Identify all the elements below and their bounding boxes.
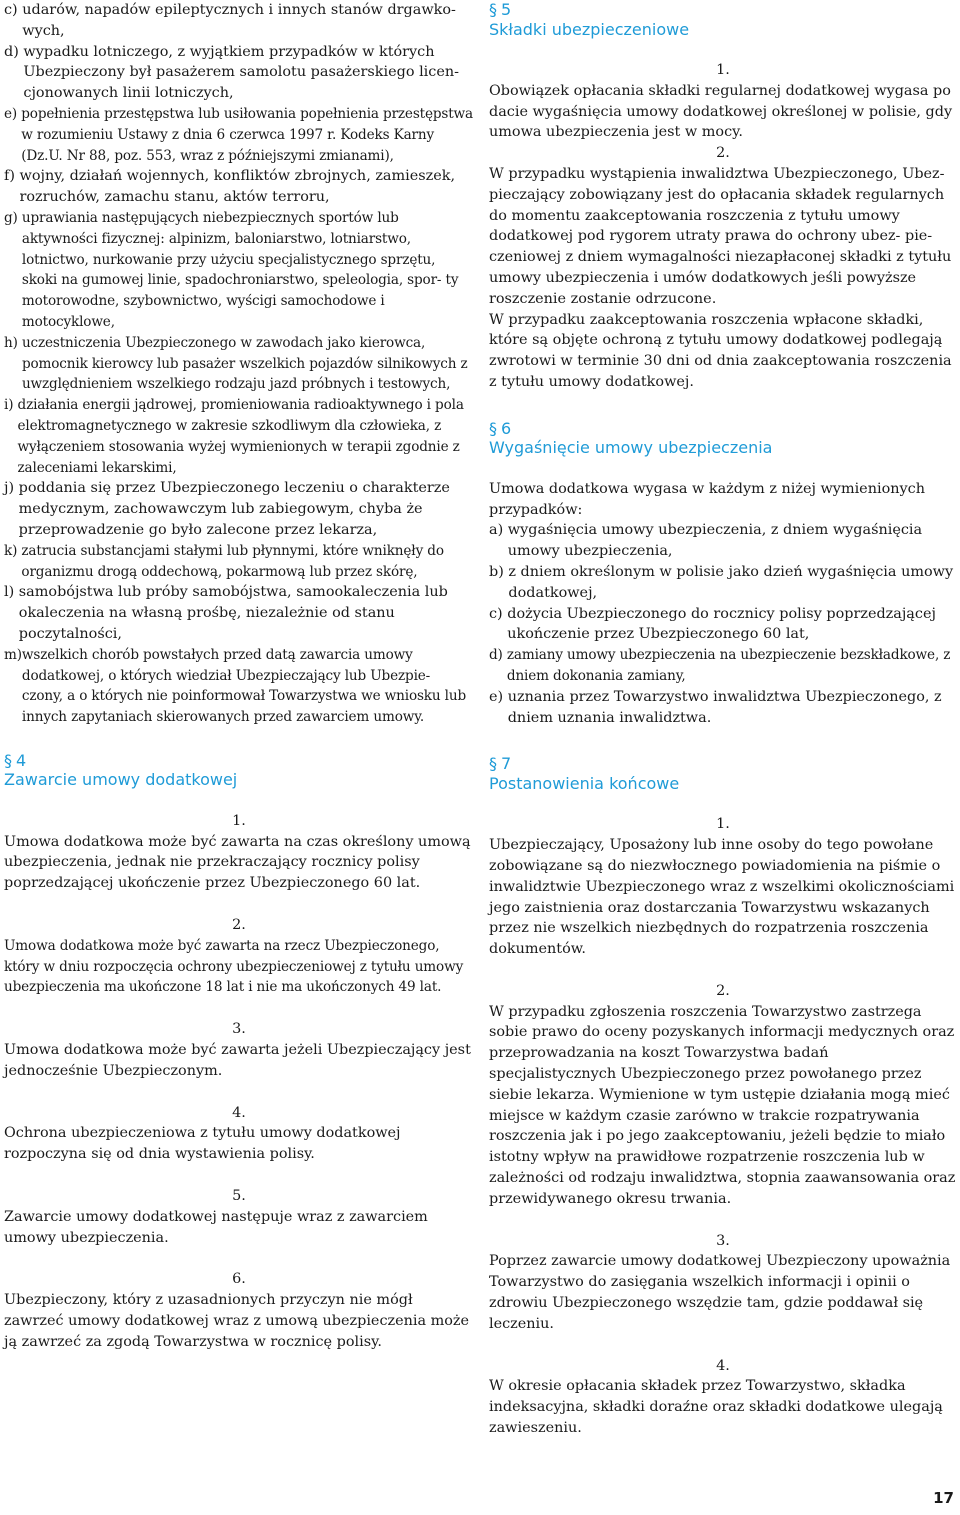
section-number: 7 bbox=[501, 754, 512, 774]
paragraph-text: Ochrona ubezpieczeniowa z tytułu umowy dodatkowej rozpoczyna się od dnia wystawienia polisy. bbox=[4, 1125, 401, 1163]
item-label: j) bbox=[4, 480, 19, 497]
section-5-heading bbox=[489, 0, 957, 39]
item-label: k) bbox=[4, 542, 22, 559]
list-item bbox=[4, 333, 474, 395]
list-item bbox=[4, 0, 474, 42]
item-text: poddania się przez Ubezpieczonego leczeniu o charakterze medycznym, zachowawczym lub zabiegowym, chyba że przeprowadzenie go było zalecone przez lekarza, bbox=[18, 480, 450, 538]
paragraph-text: W przypadku zaakceptowania roszczenia wpłacone składki, które są objęte ochroną z tytułu umowy dodatkowej podlegają zwrotowi w terminie 30 dni od dnia zaakceptowania roszczenia z tytułu umowy dodatkowej. bbox=[489, 311, 952, 390]
paragraph-text: Umowa dodatkowa może być zawarta na rzecz Ubezpieczonego, który w dniu rozpoczęcia ochrony ubezpieczeniowej z tytułu umowy ubezpieczenia ma ukończone 18 lat i nie ma ukończonych 49 lat. bbox=[4, 937, 464, 996]
paragraph-number: 2. bbox=[232, 917, 246, 934]
list-item bbox=[489, 562, 957, 604]
section-number: 5 bbox=[501, 0, 512, 19]
item-label: f) bbox=[4, 168, 20, 185]
list-item bbox=[489, 604, 957, 646]
item-label: l) bbox=[4, 584, 19, 601]
item-label: m) bbox=[4, 646, 22, 663]
item-text: wypadku lotniczego, z wyjątkiem przypadków w których Ubezpieczony był pasażerem samolotu pasażerskiego licen- cjonowanych linii lotniczych, bbox=[23, 43, 459, 102]
paragraph-number: 2. bbox=[716, 145, 730, 162]
right-column bbox=[489, 0, 957, 1439]
section-intro: Umowa dodatkowa wygasa w każdym z niżej wymienionych przypadków: bbox=[489, 480, 925, 518]
item-text: wygaśnięcia umowy ubezpieczenia, z dniem wygaśnięcia umowy ubezpieczenia, bbox=[507, 522, 923, 560]
item-label: b) bbox=[489, 563, 509, 580]
list-item bbox=[4, 42, 474, 104]
list-item bbox=[489, 645, 957, 687]
expiry-list bbox=[489, 520, 957, 728]
list-item bbox=[489, 520, 957, 562]
paragraph-number: 3. bbox=[232, 1021, 246, 1038]
item-label: d) bbox=[4, 43, 24, 60]
paragraph-text: Poprzez zawarcie umowy dodatkowej Ubezpieczony upoważnia Towarzystwo do zasięgania wszelkich informacji i opinii o zdrowiu Ubezpieczonego wszędzie tam, gdzie poddawał się leczeniu. bbox=[489, 1253, 951, 1332]
paragraph-text: Zawarcie umowy dodatkowej następuje wraz z zawarciem umowy ubezpieczenia. bbox=[4, 1208, 428, 1246]
item-label: a) bbox=[489, 522, 508, 539]
left-column bbox=[4, 0, 474, 1353]
paragraph-text: W przypadku wystąpienia inwalidztwa Ubezpieczonego, Ubez-pieczający zobowiązany jest do opłacania składek regularnych do momentu zaakceptowania roszczenia z tytułu umowy dodatkowej pod rygorem utraty prawa do ochrony ubez- pie-czeniowej z dniem wymagalności niezapłaconej składki z tytułu umowy ubezpieczenia i umów dodatkowych jeśli powyższe roszczenie zostanie odrzucone. bbox=[489, 165, 952, 307]
section-number: 4 bbox=[16, 750, 27, 770]
item-text: zatrucia substancjami stałymi lub płynnymi, które wniknęły do organizmu drogą oddechową, pokarmową lub przez skórę, bbox=[21, 542, 444, 580]
item-text: działania energii jądrowej, promieniowania radioaktywnego i pola elektromagnetycznego w zakresie szkodliwym dla człowieka, z wyłączeniem stosowania wyżej wymienionych w terapii zgodnie z zaleceniami lekarskimi, bbox=[17, 397, 464, 476]
section-sign: § bbox=[489, 754, 497, 774]
paragraph-number: 4. bbox=[232, 1104, 246, 1121]
paragraph-number: 3. bbox=[716, 1232, 730, 1249]
list-item bbox=[4, 166, 474, 208]
paragraph-text: Umowa dodatkowa może być zawarta na czas określony umową ubezpieczenia, jednak nie przekraczający rocznicy polisy poprzedzającej ukończenie przez Ubezpieczonego 60 lat. bbox=[4, 833, 471, 892]
paragraph-number: 1. bbox=[232, 812, 246, 829]
list-item bbox=[4, 208, 474, 333]
item-text: samobójstwa lub próby samobójstwa, samookaleczenia lub okaleczenia na własną prośbę, niezależnie od stanu poczytalności, bbox=[18, 584, 448, 642]
paragraph-number: 1. bbox=[716, 816, 730, 833]
item-text: uczestniczenia Ubezpieczonego w zawodach jako kierowca, pomocnik kierowcy lub pasażer wszelkich pojazdów silnikowych z uwzględnieniem wszelkiego rodzaju jazd próbnych i testowych, bbox=[21, 334, 468, 393]
list-item bbox=[4, 541, 474, 583]
paragraph-number: 5. bbox=[232, 1188, 246, 1205]
item-label: d) bbox=[489, 647, 507, 664]
paragraph-text: Umowa dodatkowa może być zawarta jeżeli Ubezpieczający jest jednocześnie Ubezpieczonym. bbox=[4, 1042, 471, 1079]
section-title: Wygaśnięcie umowy ubezpieczenia bbox=[489, 438, 773, 458]
item-text: popełnienia przestępstwa lub usiłowania popełnienia przestępstwa w rozumieniu Ustawy z dnia 6 czerwca 1997 r. Kodeks Karny (Dz.U. Nr 88, poz. 553, wraz z późniejszymi zmianami), bbox=[21, 105, 473, 164]
section-sign: § bbox=[489, 0, 497, 19]
paragraph-text: Ubezpieczający, Uposażony lub inne osoby do tego powołane zobowiązane są do niezwłocznego powiadomienia na piśmie o inwalidztwie Ubezpieczonego wraz z wszelkimi okolicznościami jego zaistnienia oraz dostarczania Towarzystwu wskazanych przez nie wszelkich niezbędnych do rozpatrzenia roszczenia dokumentów. bbox=[489, 837, 955, 958]
paragraph-number: 4. bbox=[716, 1357, 730, 1374]
item-text: wszelkich chorób powstałych przed datą zawarcia umowy dodatkowej, o których wiedział Ubezpieczający lub Ubezpie- czony, a o których nie poinformował Towarzystwa we wniosku lub innych zapytaniach skierowanych przed zawarciem umowy. bbox=[21, 646, 467, 726]
paragraph-number: 2. bbox=[716, 982, 730, 999]
list-item bbox=[4, 645, 474, 728]
paragraph-number: 1. bbox=[716, 62, 730, 78]
section-sign: § bbox=[4, 750, 12, 770]
paragraph-text: Ubezpieczony, który z uzasadnionych przyczyn nie mógł zawrzeć umowy dodatkowej wraz z umową ubezpieczenia może ją zawrzeć za zgodą Towarzystwa w rocznicę polisy. bbox=[4, 1292, 470, 1350]
section-6-heading bbox=[489, 419, 957, 458]
list-item bbox=[4, 582, 474, 644]
item-label: g) bbox=[4, 209, 22, 226]
exclusions-list bbox=[4, 0, 474, 728]
item-text: wojny, działań wojennych, konfliktów zbrojnych, zamieszek, rozruchów, zamachu stanu, aktów terroru, bbox=[19, 168, 456, 206]
item-label: c) bbox=[4, 2, 23, 18]
item-label: h) bbox=[4, 334, 22, 351]
section-4-heading bbox=[4, 751, 474, 790]
section-7-heading bbox=[489, 754, 957, 793]
section-sign: § bbox=[489, 418, 497, 438]
section-number: 6 bbox=[501, 418, 512, 438]
section-title: Postanowienia końcowe bbox=[489, 773, 680, 793]
paragraph-number: 6. bbox=[232, 1271, 246, 1288]
page-number: 17 bbox=[933, 1489, 954, 1507]
section-title: Składki ubezpieczeniowe bbox=[489, 19, 690, 39]
item-text: zamiany umowy ubezpieczenia na ubezpieczenie bezskładkowe, z dniem dokonania zamiany, bbox=[506, 647, 951, 684]
list-item bbox=[4, 104, 474, 166]
item-label: c) bbox=[489, 605, 508, 622]
item-text: dożycia Ubezpieczonego do rocznicy polisy poprzedzającej ukończenie przez Ubezpieczonego 60 lat, bbox=[507, 605, 936, 643]
paragraph-text: Obowiązek opłacania składki regularnej dodatkowej wygasa po dacie wygaśnięcia umowy dodatkowej określonej w polisie, gdy umowa ubezpieczenia jest w mocy. bbox=[489, 82, 953, 141]
item-text: uznania przez Towarzystwo inwalidztwa Ubezpieczonego, z dniem uznania inwalidztwa. bbox=[507, 688, 942, 726]
item-text: z dniem określonym w polisie jako dzień wygaśnięcia umowy dodatkowej, bbox=[508, 563, 954, 601]
item-label: i) bbox=[4, 397, 18, 414]
paragraph-text: W okresie opłacania składek przez Towarzystwo, składka indeksacyjna, składki doraźne oraz składki dodatkowe ulegają zawieszeniu. bbox=[489, 1378, 943, 1437]
item-label: e) bbox=[489, 688, 508, 705]
paragraph-text: W przypadku zgłoszenia roszczenia Towarzystwo zastrzega sobie prawo do oceny pozyskanych informacji medycznych oraz przeprowadzania na koszt Towarzystwa badań specjalistycznych Ubezpieczonego przez powołanego przez siebie lekarza. Wymienione w tym ustępie działania mogą mieć miejsce w każdym czasie zarówno w trakcie rozpatrywania roszczenia jak i po jego zaakceptowaniu, jeżeli będzie to miało istotny wpływ na prawidłowe rozpatrzenie roszczenia lub w zależności od rodzaju inwalidztwa, stopnia zaawansowania oraz przewidywanego okresu trwania. bbox=[489, 1003, 956, 1207]
item-text: udarów, napadów epileptycznych i innych stanów drgawko- wych, bbox=[22, 2, 456, 39]
item-text: uprawiania następujących niebezpiecznych sportów lub aktywności fizycznej: alpinizm, baloniarstwo, lotniarstwo, lotnictwo, nurkowanie przy użyciu specjalistycznego sprzętu, skoki na gumowej linie, spadochroniarstwo, speleologia, spor- ty motorowodne, szybownictwo, wyścigi samochodowe i motocyklowe, bbox=[21, 209, 459, 330]
section-title: Zawarcie umowy dodatkowej bbox=[4, 770, 238, 790]
list-item bbox=[489, 687, 957, 729]
item-label: e) bbox=[4, 105, 22, 122]
list-item bbox=[4, 478, 474, 540]
list-item bbox=[4, 395, 474, 478]
